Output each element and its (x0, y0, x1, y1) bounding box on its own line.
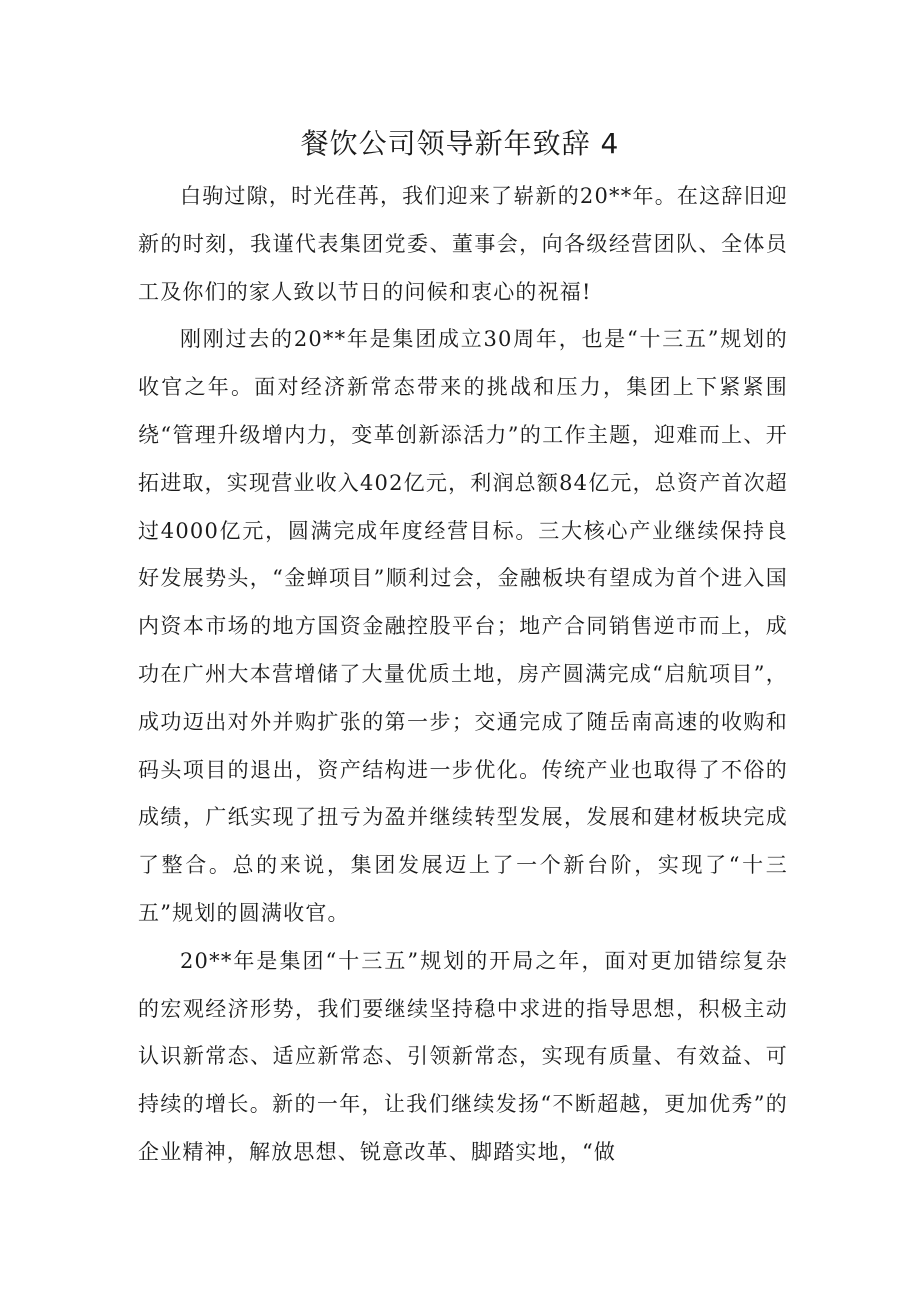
document-body (138, 173, 788, 1177)
paragraph-review: 刚刚过去的20**年是集团成立30周年，也是“十三五”规划的收官之年。面对经济新常态带来的挑战和压力，集团上下紧紧围绕“管理升级增内力，变革创新添活力”的工作主题，迎难而上、开拓进取，实现营业收入402亿元，利润总额84亿元，总资产首次超过4000亿元，圆满完成年度经营目标。三大核心产业继续保持良好发展势头，“金蝉项目”顺利过会，金融板块有望成为首个进入国内资本市场的地方国资金融控股平台；地产合同销售逆市而上，成功在广州大本营增储了大量优质土地，房产圆满完成“启航项目”，成功迈出对外并购扩张的第一步；交通完成了随岳南高速的收购和码头项目的退出，资产结构进一步优化。传统产业也取得了不俗的成绩，广纸实现了扭亏为盈并继续转型发展，发展和建材板块完成了整合。总的来说，集团发展迈上了一个新台阶，实现了“十三五”规划的圆满收官。 (138, 327, 789, 925)
document-title: 餐饮公司领导新年致辞 4 (300, 127, 620, 160)
paragraph-outlook: 20**年是集团“十三五”规划的开局之年，面对更加错综复杂的宏观经济形势，我们要继续坚持稳中求进的指导思想，积极主动认识新常态、适应新常态、引领新常态，实现有质量、有效益、可持续的增长。新的一年，让我们继续发扬“不断超越，更加优秀”的企业精神，解放思想、锐意改革、脚踏实地，“做 (138, 948, 788, 1164)
paragraph-greeting: 白驹过隙，时光荏苒，我们迎来了崭新的20**年。在这辞旧迎新的时刻，我谨代表集团党委、董事会，向各级经营团队、全体员工及你们的家人致以节日的问候和衷心的祝福! (138, 184, 788, 304)
